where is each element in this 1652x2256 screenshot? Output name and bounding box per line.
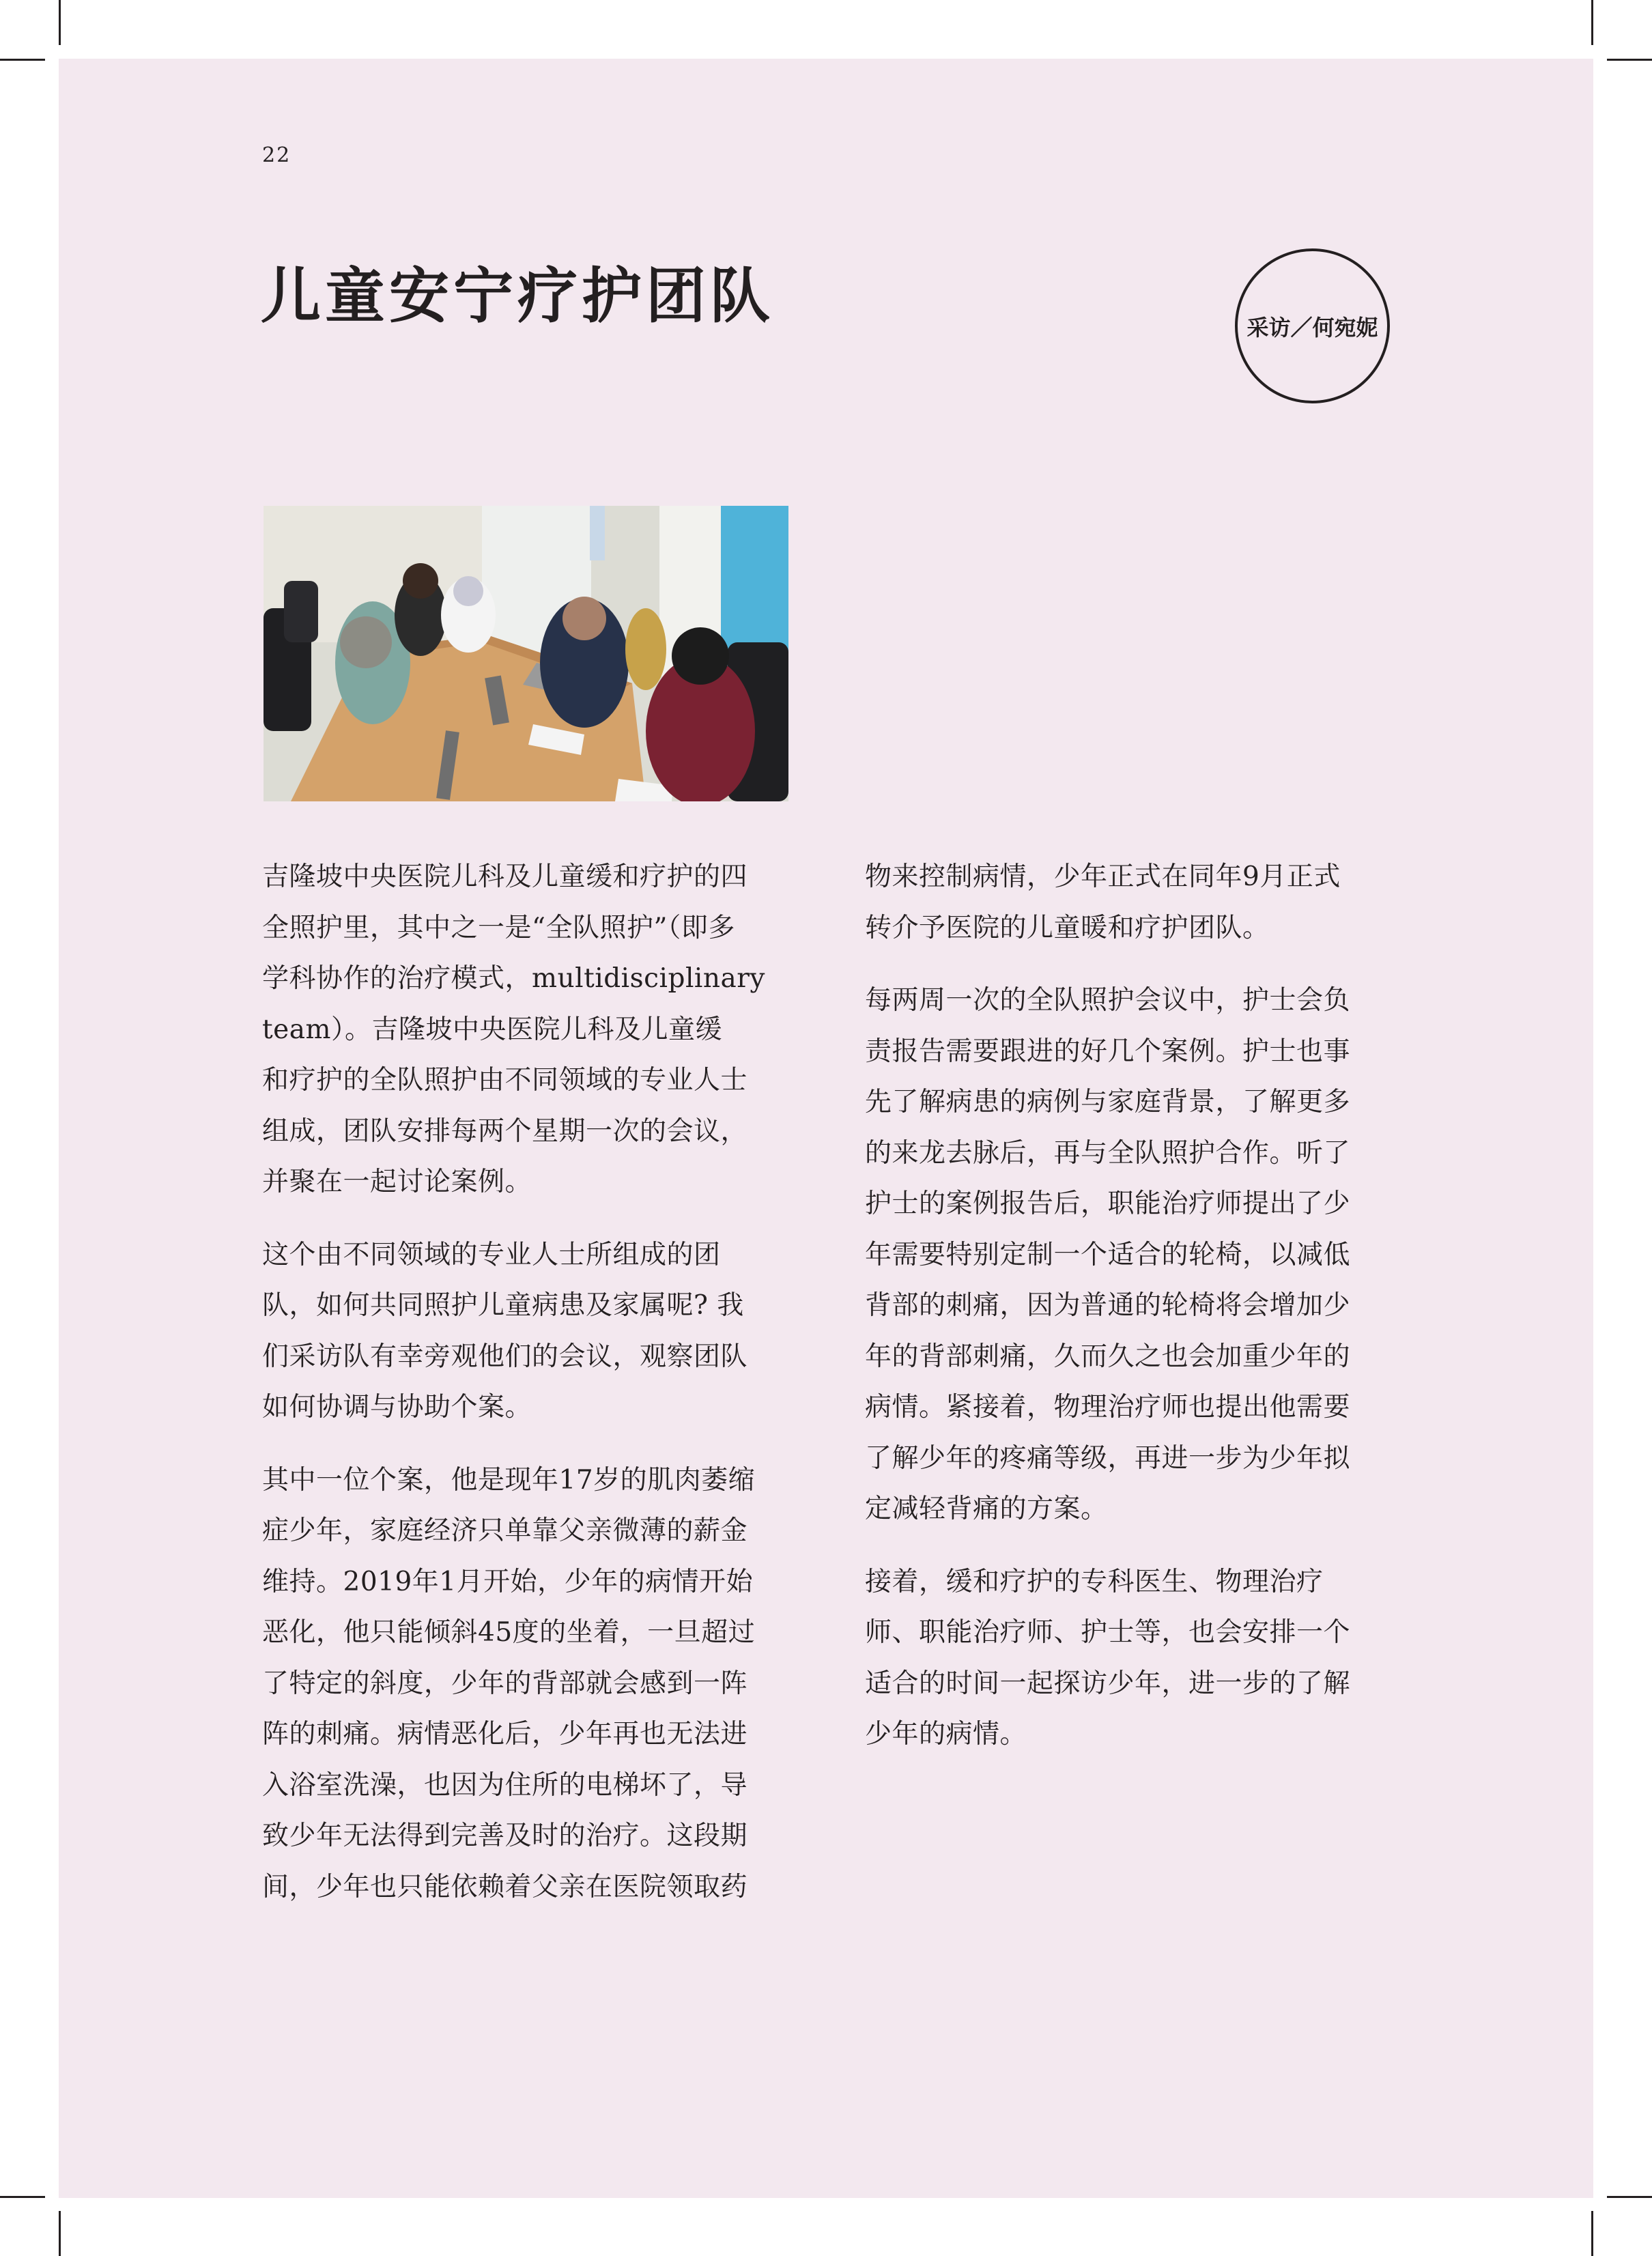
crop-mark-top-right-h — [1607, 59, 1652, 61]
team-meeting-photo — [264, 506, 788, 801]
crop-mark-top-left-v — [59, 0, 61, 45]
crop-mark-bottom-right-h — [1607, 2196, 1652, 2198]
article-paragraph: 吉隆坡中央医院儿科及儿童缓和疗护的四 全照护里，其中之一是“全队照护”（即多 学科协作的治疗模式，multidisciplinary team）。吉隆坡中央医院儿科及儿童缓 和疗护的全队照护由不同领域的专业人士 组成，团队安排每两个星期一次的会议， 并聚在一起讨论案例。 — [262, 861, 765, 1197]
article-paragraph: 其中一位个案，他是现年17岁的肌肉萎缩 症少年，家庭经济只单靠父亲微薄的薪金 维持。2019年1月开始，少年的病情开始 恶化，他只能倾斜45度的坐着，一旦超过 了特定的斜度，少年的背部就会感到一阵 阵的刺痛。病情恶化后，少年再也无法进 入浴室洗澡，也因为住所的电梯坏了，导 致少年无法得到完善及时的治疗。这段期 间，少年也只能依赖着父亲在医院领取药 — [262, 1464, 756, 1902]
article-paragraph: 每两周一次的全队照护会议中，护士会负 责报告需要跟进的好几个案例。护士也事 先了解病患的病例与家庭背景，了解更多 的来龙去脉后，再与全队照护合作。听了 护士的案例报告后，职能治疗师提出了少 年需要特别定制一个适合的轮椅，以减低 背部的刺痛，因为普通的轮椅将会增加少 年的背部刺痛，久而久之也会加重少年的 病情。紧接着，物理治疗师也提出他需要 了解少年的疼痛等级，再进一步为少年拟 定减轻背痛的方案。 — [865, 985, 1351, 1524]
page-number: 22 — [262, 143, 291, 167]
crop-mark-bottom-right-v — [1591, 2211, 1593, 2256]
article-paragraph: 物来控制病情，少年正式在同年9月正式 转介予医院的儿童暖和疗护团队。 — [865, 861, 1341, 943]
byline-text: 采访／何宛妮 — [1247, 314, 1378, 341]
article-paragraph: 这个由不同领域的专业人士所组成的团 队，如何共同照护儿童病患及家属呢? 我 们采访队有幸旁观他们的会议，观察团队 如何协调与协助个案。 — [262, 1239, 748, 1423]
page-title: 儿童安宁疗护团队 — [261, 260, 775, 331]
byline-badge — [1235, 248, 1390, 403]
crop-mark-bottom-left-v — [59, 2211, 61, 2256]
crop-mark-top-right-v — [1591, 0, 1593, 45]
crop-mark-bottom-left-h — [0, 2196, 45, 2198]
crop-mark-top-left-h — [0, 59, 45, 61]
article-left-column — [262, 852, 795, 1934]
article-right-column — [865, 852, 1397, 1782]
article-paragraph: 接着，缓和疗护的专科医生、物理治疗 师、职能治疗师、护士等，也会安排一个 适合的时间一起探访少年，进一步的了解 少年的病情。 — [865, 1566, 1351, 1750]
